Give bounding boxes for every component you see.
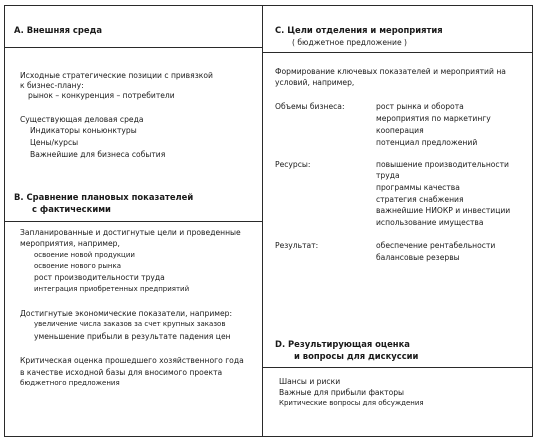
section-c-subtitle: ( бюджетное предложение ) <box>292 38 408 47</box>
section-b-divider <box>4 221 262 222</box>
section-b-line: увеличение числа заказов за счет крупных заказов <box>34 320 226 328</box>
result-item: обеспечение рентабельности <box>376 241 496 250</box>
section-b-line: бюджетного предложения <box>20 379 120 387</box>
section-a-line: Исходные стратегические позиции с привязкой <box>20 71 213 80</box>
volume-item: кооперация <box>376 126 424 135</box>
volume-item: мероприятия по маркетингу <box>376 114 491 123</box>
section-a-line: Существующая деловая среда <box>20 115 144 124</box>
section-d-divider <box>263 367 533 368</box>
section-d-line: Критические вопросы для обсуждения <box>279 399 424 407</box>
result-label: Результат: <box>275 241 319 250</box>
section-b-line: мероприятия, например, <box>20 239 120 248</box>
section-a-line: Индикаторы коньюнктуры <box>30 126 137 135</box>
section-b-line: уменьшение прибыли в результате падения цен <box>34 332 231 341</box>
resources-item: использование имущества <box>376 218 484 227</box>
section-a-line: к бизнес-плану: <box>20 81 84 90</box>
section-b-line: интеграция приобретенных предприятий <box>34 285 190 293</box>
section-a-line: Цены/курсы <box>30 138 79 147</box>
section-b-title: B. Сравнение плановых показателей <box>14 192 194 202</box>
resources-item: программы качества <box>376 183 460 192</box>
volume-label: Объемы бизнеса: <box>275 102 345 111</box>
section-d-line: Важные для прибыли факторы <box>279 388 405 397</box>
section-c-intro: Формирование ключевых показателей и мероприятий на <box>275 67 506 76</box>
result-item: балансовые резервы <box>376 253 460 262</box>
section-b-line: Критическая оценка прошедшего хозяйственного года <box>20 356 244 365</box>
resources-item: стратегия снабжения <box>376 195 464 204</box>
resources-label: Ресурсы: <box>275 160 311 169</box>
section-a-title: A. Внешняя среда <box>14 25 102 35</box>
resources-item: повышение производительности <box>376 160 509 169</box>
volume-item: потенциал предложений <box>376 138 478 147</box>
resources-item: труда <box>376 171 400 180</box>
volume-item: рост рынка и оборота <box>376 102 464 111</box>
section-b-line: Запланированные и достигнутые цели и проведенные <box>20 228 241 237</box>
column-divider <box>262 5 263 437</box>
section-d-title: и вопросы для дискуссии <box>294 351 419 361</box>
section-b-line: Достигнутые экономические показатели, например: <box>20 309 233 318</box>
section-b-line: освоение нового рынка <box>34 262 122 270</box>
section-b-line: освоение новой продукции <box>34 251 135 259</box>
section-a-divider <box>4 47 262 48</box>
section-a-line: Важнейшие для бизнеса события <box>30 150 166 159</box>
section-c-divider <box>263 52 533 53</box>
section-b-title: с фактическими <box>32 204 111 214</box>
resources-item: важнейшие НИОКР и инвестиции <box>376 206 511 215</box>
section-c-title: C. Цели отделения и мероприятия <box>275 25 443 35</box>
section-d-line: Шансы и риски <box>279 377 341 386</box>
section-b-line: рост производительности труда <box>34 273 165 282</box>
section-b-line: в качестве исходной базы для вносимого проекта <box>20 368 223 377</box>
section-a-line: рынок – конкуренция – потребители <box>28 91 175 100</box>
section-d-title: D. Результирующая оценка <box>275 339 410 349</box>
section-c-intro: условий, например, <box>275 78 355 87</box>
